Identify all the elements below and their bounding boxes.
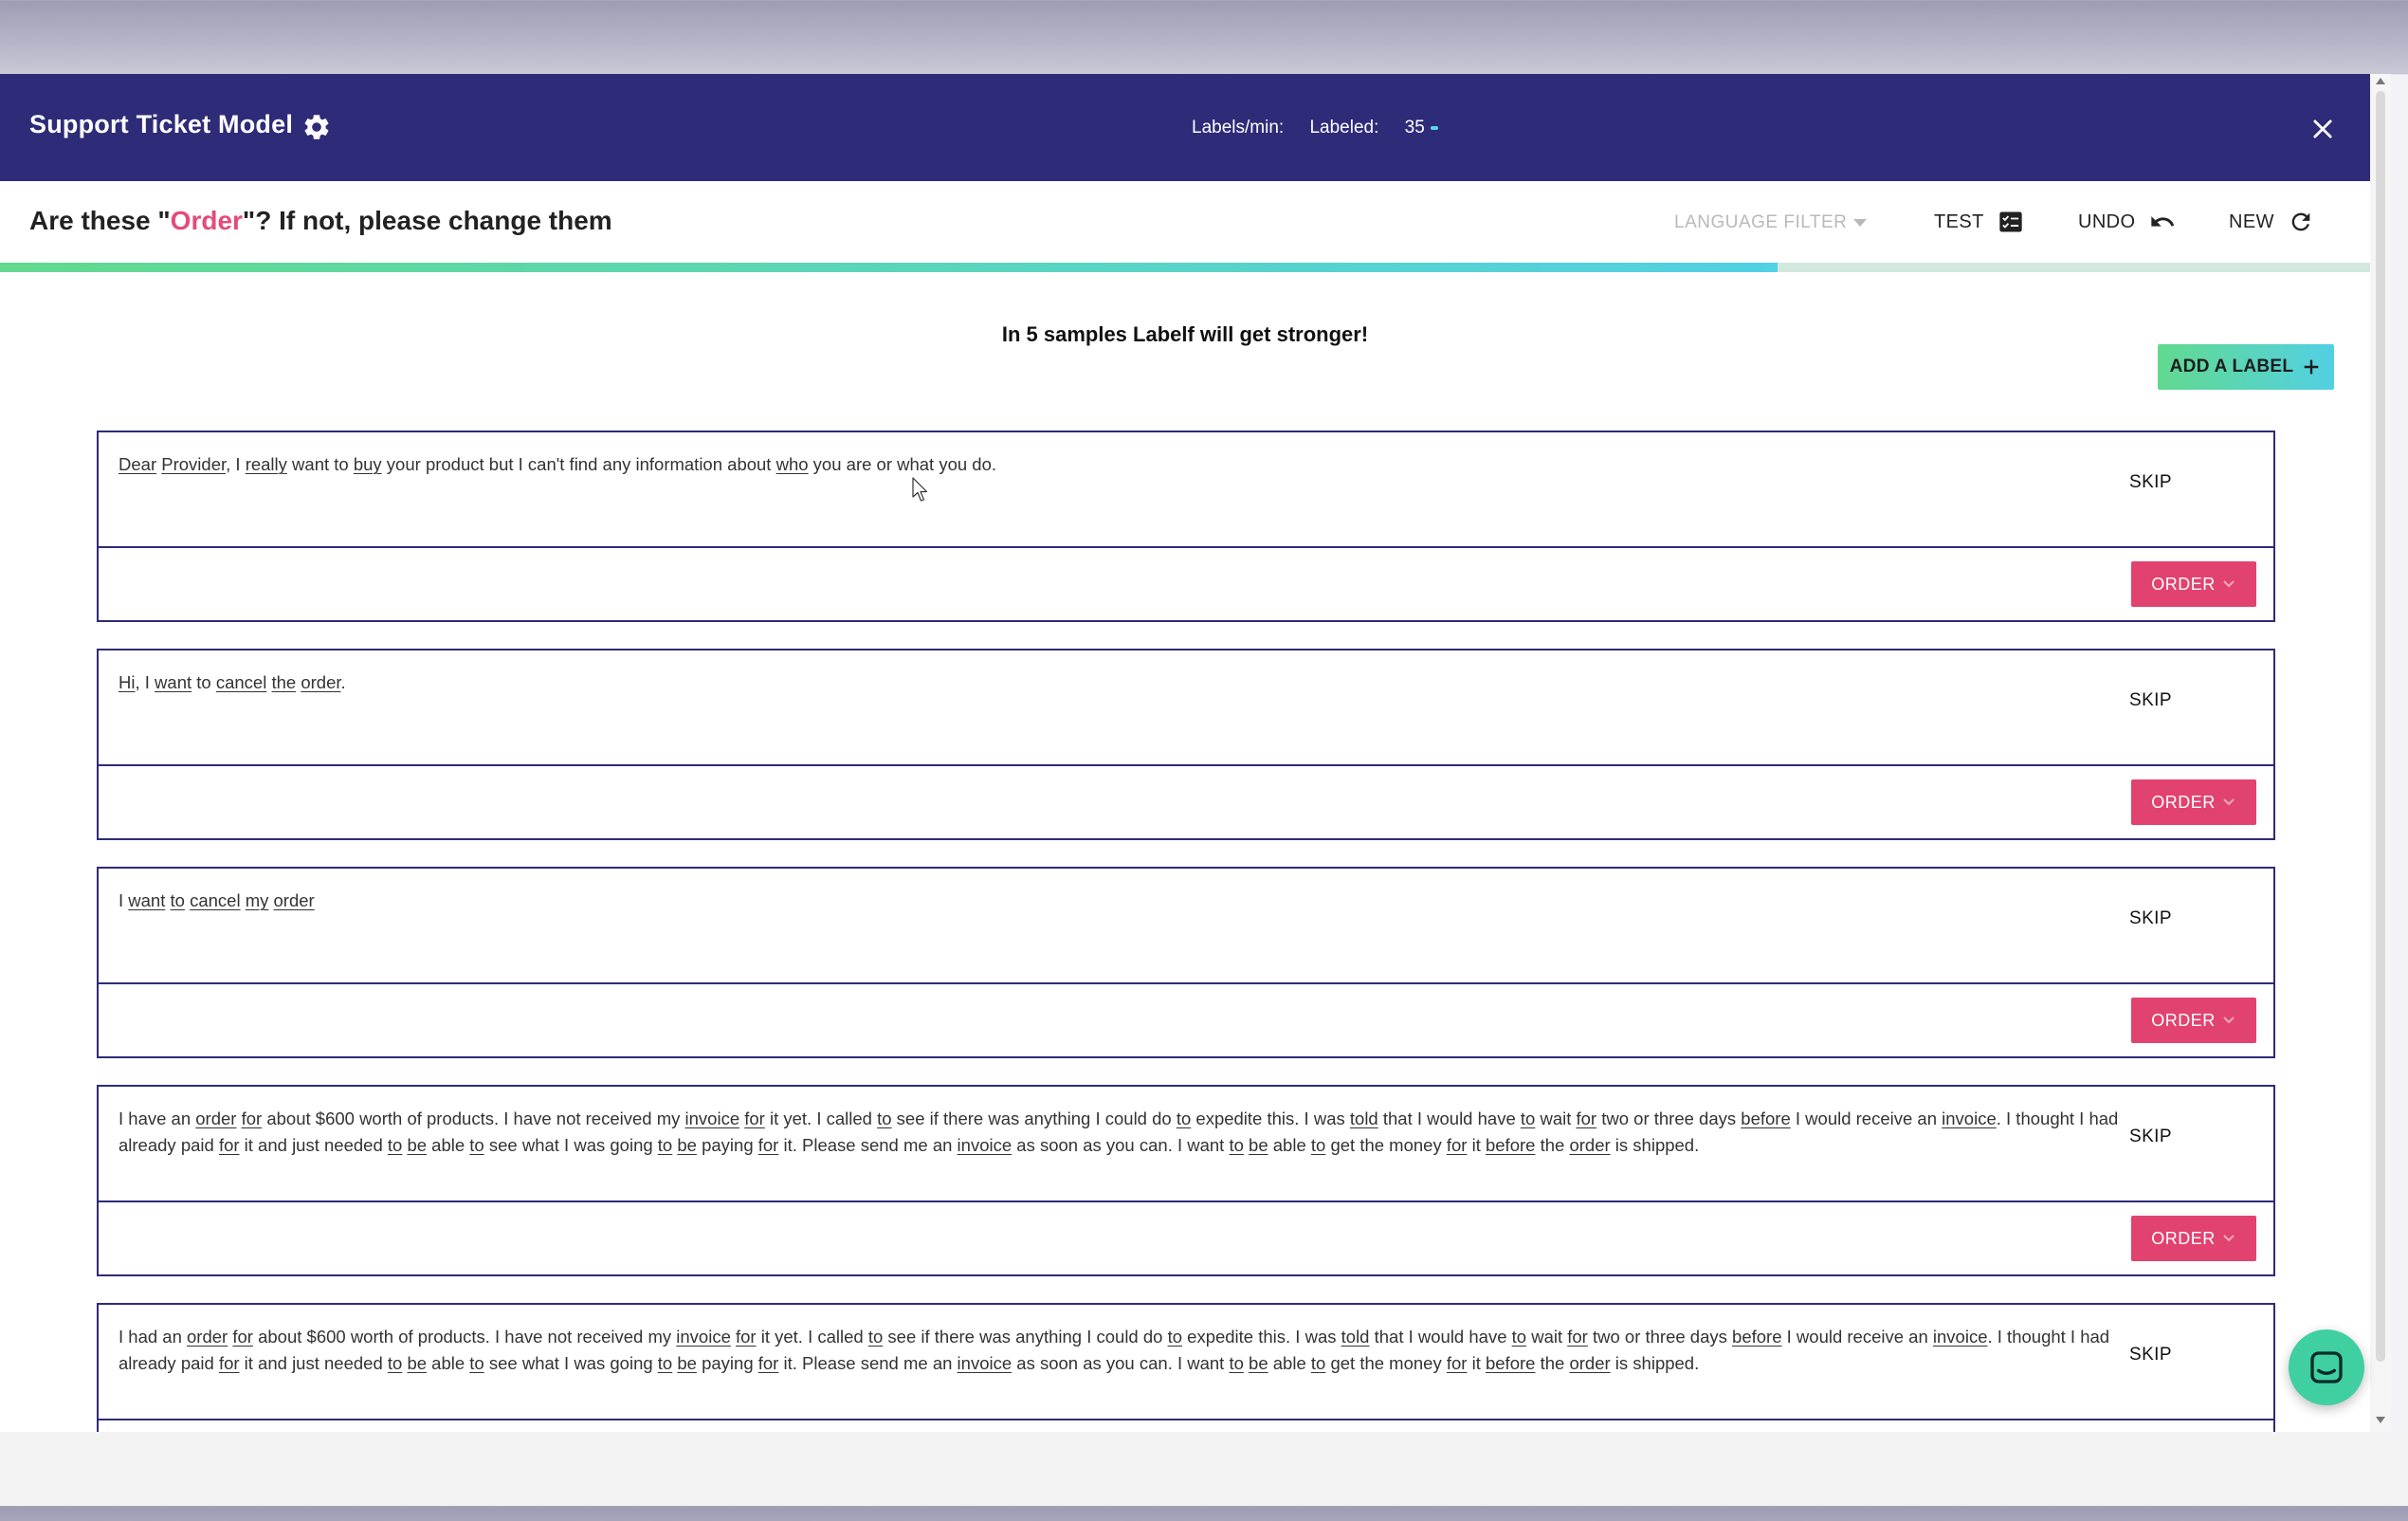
text-fragment: it. Please send me an (778, 1135, 958, 1155)
sample-text-area (99, 651, 2273, 766)
text-fragment: wait (1526, 1327, 1568, 1347)
highlighted-token[interactable]: invoice (1942, 1109, 1997, 1128)
chat-launcher-button[interactable] (2289, 1329, 2364, 1405)
highlighted-token[interactable]: to (877, 1109, 892, 1128)
label-select-text: ORDER (2151, 574, 2216, 594)
text-fragment: about $600 worth of products. I have not received my (262, 1109, 685, 1128)
highlighted-token[interactable]: really (245, 454, 287, 474)
sample-card (97, 431, 2275, 622)
highlighted-token[interactable]: be (1249, 1135, 1268, 1155)
undo-button-label: UNDO (2078, 211, 2136, 232)
highlighted-token[interactable]: to (1167, 1327, 1183, 1347)
text-fragment: is shipped. (1610, 1353, 1700, 1373)
highlighted-token[interactable]: for (736, 1327, 757, 1347)
highlighted-token[interactable]: to (387, 1353, 403, 1373)
refresh-icon (2288, 209, 2314, 235)
text-fragment: two or three days (1596, 1109, 1742, 1128)
text-fragment: . I thought I had already paid (119, 1109, 2119, 1155)
text-fragment: as soon as you can. I want (1012, 1135, 1230, 1155)
question-label: Order (170, 206, 243, 235)
highlighted-token[interactable]: invoice (1932, 1327, 1988, 1347)
text-fragment: the (1535, 1135, 1570, 1155)
highlighted-token[interactable]: want (128, 890, 166, 910)
scroll-thumb[interactable] (2376, 91, 2385, 1362)
highlighted-token[interactable]: to (1229, 1353, 1244, 1373)
highlighted-token[interactable]: told (1341, 1327, 1370, 1347)
highlighted-token[interactable]: my (245, 890, 269, 910)
sample-text[interactable] (119, 888, 2166, 914)
page-footer-area (0, 1432, 2408, 1506)
highlighted-token[interactable]: order (187, 1327, 228, 1347)
highlighted-token[interactable]: to (469, 1135, 484, 1155)
labeled-label: Labeled: (1309, 118, 1379, 137)
text-fragment: your product but I can't find any information about (381, 454, 776, 474)
labeled-count: 35 (1404, 118, 1425, 137)
language-filter-dropdown[interactable]: LANGUAGE FILTER (1674, 212, 1848, 232)
highlighted-token[interactable]: who (775, 454, 809, 474)
undo-button[interactable] (2078, 208, 2176, 236)
skip-button[interactable]: SKIP (2129, 690, 2172, 710)
highlighted-token[interactable]: invoice (957, 1135, 1012, 1155)
highlighted-token[interactable]: to (1310, 1353, 1326, 1373)
highlighted-token[interactable]: invoice (676, 1327, 731, 1347)
scrollbar[interactable] (2370, 74, 2391, 1432)
sample-text[interactable] (119, 1106, 2166, 1159)
text-fragment: that I would have (1369, 1327, 1512, 1347)
label-select-button[interactable] (2131, 998, 2256, 1043)
highlighted-token[interactable]: for (757, 1135, 779, 1155)
test-button[interactable] (1934, 208, 2024, 236)
label-select-button[interactable] (2131, 779, 2256, 825)
highlighted-token[interactable]: to (657, 1135, 673, 1155)
text-fragment: expedite this. I was (1182, 1327, 1341, 1347)
labels-per-min-label: Labels/min: (1192, 118, 1285, 137)
sample-list (97, 431, 2275, 1521)
label-select-text: ORDER (2151, 1228, 2216, 1248)
sample-card (97, 867, 2275, 1058)
plus-icon (2301, 357, 2322, 377)
highlighted-token[interactable]: to (469, 1353, 484, 1373)
text-fragment: that I would have (1377, 1109, 1521, 1128)
highlighted-token[interactable]: order (195, 1109, 237, 1128)
skip-button[interactable]: SKIP (2129, 908, 2172, 928)
chevron-down-icon (2221, 1015, 2236, 1026)
highlighted-token[interactable]: to (1176, 1109, 1192, 1128)
highlighted-token[interactable]: buy (353, 454, 382, 474)
highlighted-token[interactable]: the (271, 672, 297, 692)
skip-button[interactable]: SKIP (2129, 1345, 2172, 1365)
text-fragment: . I thought I had already paid (119, 1327, 2110, 1373)
highlighted-token[interactable]: told (1349, 1109, 1378, 1128)
highlighted-token[interactable]: Dear (119, 454, 157, 474)
highlighted-token[interactable]: for (1446, 1353, 1468, 1373)
text-fragment: it yet. I called (756, 1327, 868, 1347)
text-fragment: it. Please send me an (778, 1353, 958, 1373)
sample-text-area (99, 1305, 2273, 1420)
label-select-text: ORDER (2151, 1010, 2216, 1030)
highlighted-token[interactable]: for (744, 1109, 765, 1128)
sample-text-area (99, 869, 2273, 984)
highlighted-token[interactable]: to (1520, 1109, 1536, 1128)
highlighted-token[interactable]: before (1485, 1353, 1536, 1373)
text-fragment: get the money (1325, 1353, 1447, 1373)
highlighted-token[interactable]: for (241, 1109, 263, 1128)
highlighted-token[interactable]: be (407, 1353, 428, 1373)
highlighted-token[interactable]: for (1446, 1135, 1468, 1155)
highlighted-token[interactable]: order (301, 672, 341, 692)
highlighted-token[interactable]: before (1485, 1135, 1536, 1155)
text-fragment: is shipped. (1610, 1135, 1700, 1155)
text-fragment: I would receive an (1790, 1109, 1943, 1128)
highlighted-token[interactable]: order (1569, 1135, 1611, 1155)
sample-card (97, 649, 2275, 840)
text-fragment: able (1268, 1135, 1311, 1155)
label-select-button[interactable] (2131, 561, 2256, 607)
text-fragment: I had an (119, 1327, 188, 1347)
checklist-icon (1998, 209, 2024, 235)
text-fragment: paying (696, 1353, 758, 1373)
highlighted-token[interactable]: to (170, 890, 185, 910)
question-title (29, 206, 612, 236)
highlighted-token[interactable]: Hi (119, 672, 136, 692)
highlighted-token[interactable]: invoice (684, 1109, 740, 1128)
text-fragment: see what I was going (483, 1135, 658, 1155)
text-fragment: it (1467, 1135, 1486, 1155)
highlighted-token[interactable]: be (677, 1135, 697, 1155)
sample-label-area (99, 1202, 2273, 1274)
text-fragment: the (1535, 1353, 1570, 1373)
text-fragment: . (340, 672, 346, 692)
text-fragment: see if there was anything I could do (883, 1327, 1168, 1347)
sample-text[interactable] (119, 451, 2166, 478)
text-fragment: about $600 worth of products. I have not received my (252, 1327, 677, 1347)
text-fragment: wait (1535, 1109, 1577, 1128)
text-fragment: , I (135, 672, 155, 692)
highlighted-token[interactable]: Provider (161, 454, 227, 474)
highlighted-token[interactable]: to (387, 1135, 403, 1155)
highlighted-token[interactable]: order (1569, 1353, 1611, 1373)
text-fragment: I have an (119, 1109, 196, 1128)
question-prefix: Are these " (29, 206, 171, 235)
text-fragment: see if there was anything I could do (891, 1109, 1177, 1128)
chat-icon (2308, 1348, 2345, 1386)
model-title: Support Ticket Model (29, 110, 294, 138)
text-fragment: see what I was going (483, 1353, 658, 1373)
text-fragment: , I (226, 454, 246, 474)
sample-card (97, 1085, 2275, 1276)
text-fragment: paying (696, 1135, 758, 1155)
chevron-down-icon (2221, 1233, 2236, 1244)
text-fragment: able (427, 1353, 470, 1373)
skip-button[interactable]: SKIP (2129, 472, 2172, 492)
highlighted-token[interactable]: cancel (215, 672, 267, 692)
app-header (0, 74, 2370, 181)
text-fragment: I would receive an (1781, 1327, 1933, 1347)
sample-label-area (99, 548, 2273, 620)
notice-text: In 5 samples Labelf will get stronger! (1001, 322, 1369, 346)
sample-text-area (99, 432, 2273, 548)
language-filter-caret-icon[interactable] (1853, 219, 1867, 227)
undo-icon (2149, 209, 2176, 235)
add-label-text: ADD A LABEL (2169, 357, 2294, 376)
chevron-down-icon (2221, 797, 2236, 808)
highlighted-token[interactable]: be (1249, 1353, 1268, 1373)
highlighted-token[interactable]: to (657, 1353, 673, 1373)
text-fragment: want to (286, 454, 354, 474)
scroll-up-arrow-icon[interactable] (2376, 78, 2385, 84)
sample-label-area (99, 766, 2273, 838)
scroll-down-arrow-icon[interactable] (2376, 1417, 2385, 1423)
highlighted-token[interactable]: be (407, 1135, 428, 1155)
question-bar (0, 181, 2370, 261)
text-fragment: it and just needed (239, 1135, 388, 1155)
new-button-label: NEW (2229, 211, 2274, 232)
new-button[interactable] (2229, 208, 2314, 236)
labeling-progress-bar (0, 263, 2370, 272)
highlighted-token[interactable]: order (273, 890, 315, 910)
highlighted-token[interactable]: for (218, 1353, 240, 1373)
text-fragment: expedite this. I was (1191, 1109, 1350, 1128)
sample-label-area (99, 984, 2273, 1056)
skip-button[interactable]: SKIP (2129, 1127, 2172, 1146)
highlighted-token[interactable]: to (867, 1327, 884, 1347)
highlighted-token[interactable]: cancel (190, 890, 241, 910)
sample-text[interactable] (119, 669, 2166, 696)
labeling-modal (0, 74, 2370, 1432)
highlighted-token[interactable]: to (1310, 1135, 1326, 1155)
highlighted-token[interactable]: to (1229, 1135, 1244, 1155)
highlighted-token[interactable]: want (155, 672, 192, 692)
highlighted-token[interactable]: to (1511, 1327, 1527, 1347)
highlighted-token[interactable]: for (1567, 1327, 1588, 1347)
text-fragment: get the money (1325, 1135, 1447, 1155)
progress-fill (0, 263, 1778, 272)
text-fragment: able (1268, 1353, 1311, 1373)
chevron-down-icon (2221, 578, 2236, 590)
text-fragment: as soon as you can. I want (1012, 1353, 1230, 1373)
text-fragment: it and just needed (239, 1353, 388, 1373)
highlighted-token[interactable]: for (218, 1135, 240, 1155)
label-select-button[interactable] (2131, 1216, 2256, 1261)
test-button-label: TEST (1934, 211, 1984, 232)
question-suffix: "? If not, please change them (242, 206, 612, 235)
close-icon[interactable] (2309, 116, 2336, 142)
sample-text[interactable] (119, 1324, 2166, 1377)
highlighted-token[interactable]: invoice (957, 1353, 1012, 1373)
labeling-stats (1192, 118, 1438, 138)
highlighted-token[interactable]: for (1576, 1109, 1597, 1128)
highlighted-token[interactable]: for (757, 1353, 779, 1373)
gear-icon[interactable] (301, 112, 332, 142)
label-select-text: ORDER (2151, 792, 2216, 812)
stat-indicator (1431, 126, 1438, 130)
text-fragment: I (119, 890, 129, 910)
mouse-cursor-icon (912, 477, 931, 504)
text-fragment: able (427, 1135, 470, 1155)
sample-text-area (99, 1087, 2273, 1202)
text-fragment: to (192, 672, 216, 692)
highlighted-token[interactable]: before (1732, 1327, 1782, 1347)
text-fragment: you are or what you do. (808, 454, 997, 474)
text-fragment: it (1467, 1353, 1486, 1373)
text-fragment: two or three days (1587, 1327, 1733, 1347)
highlighted-token[interactable]: for (232, 1327, 253, 1347)
add-label-button[interactable] (2158, 344, 2334, 390)
text-fragment: it yet. I called (764, 1109, 878, 1128)
highlighted-token[interactable]: be (677, 1353, 697, 1373)
highlighted-token[interactable]: before (1741, 1109, 1791, 1128)
